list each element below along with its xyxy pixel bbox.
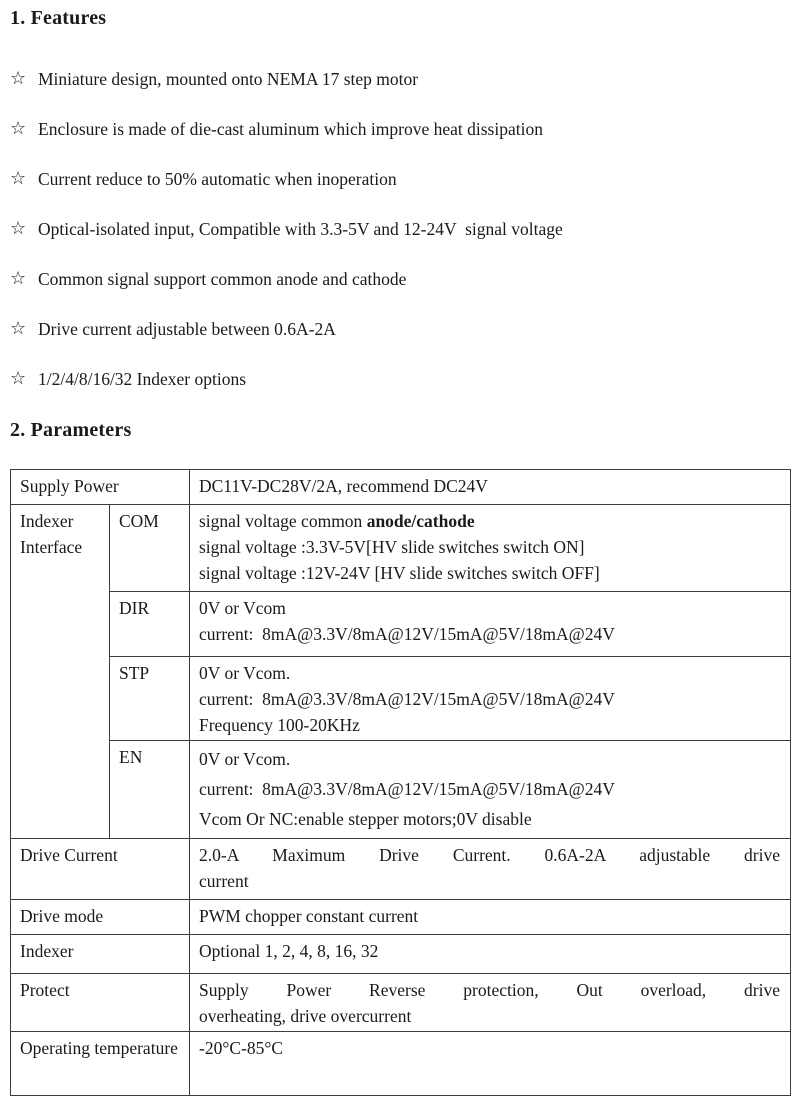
param-value-stp bbox=[190, 657, 791, 741]
param-sublabel-en: EN bbox=[110, 741, 190, 839]
param-sublabel-stp: STP bbox=[110, 657, 190, 741]
feature-item bbox=[10, 118, 790, 140]
table-row-indexer-interface-dir bbox=[11, 592, 791, 657]
param-label-indexer-interface: Indexer Interface bbox=[11, 505, 110, 839]
param-label-protect: Protect bbox=[11, 974, 190, 1032]
feature-text: Drive current adjustable between 0.6A-2A bbox=[38, 319, 336, 339]
param-value-indexer bbox=[190, 935, 791, 974]
param-value-en bbox=[190, 741, 791, 839]
table-row-drive-current bbox=[11, 839, 791, 900]
value-line: 2.0-A Maximum Drive Current. 0.6A-2A adjustable drive bbox=[199, 845, 780, 865]
value-line: current bbox=[199, 871, 249, 891]
table-row-indexer bbox=[11, 935, 791, 974]
param-label-operating-temperature: Operating temperature bbox=[11, 1032, 190, 1096]
value-line: Optional 1, 2, 4, 8, 16, 32 bbox=[199, 941, 379, 961]
feature-item bbox=[10, 318, 790, 340]
feature-text: Current reduce to 50% automatic when inoperation bbox=[38, 169, 397, 189]
feature-text: Optical-isolated input, Compatible with 3.3-5V and 12-24V signal voltage bbox=[38, 219, 563, 239]
value-line: Vcom Or NC:enable stepper motors;0V disable bbox=[199, 809, 532, 829]
value-line: 0V or Vcom. bbox=[199, 663, 291, 683]
feature-item bbox=[10, 268, 790, 290]
feature-item bbox=[10, 218, 790, 240]
com-line1-prefix: signal voltage common bbox=[199, 511, 367, 531]
star-bullet-icon: ☆ bbox=[10, 368, 27, 389]
feature-item bbox=[10, 168, 790, 190]
star-bullet-icon: ☆ bbox=[10, 168, 27, 189]
table-row-indexer-interface-stp bbox=[11, 657, 791, 741]
table-row-indexer-interface-com bbox=[11, 505, 791, 592]
param-value-operating-temperature bbox=[190, 1032, 791, 1096]
param-label-drive-mode: Drive mode bbox=[11, 900, 190, 935]
param-value-drive-mode bbox=[190, 900, 791, 935]
param-value-dir bbox=[190, 592, 791, 657]
star-bullet-icon: ☆ bbox=[10, 268, 27, 289]
value-line: 0V or Vcom bbox=[199, 598, 286, 618]
parameters-table bbox=[10, 469, 791, 1096]
feature-text: Enclosure is made of die-cast aluminum which improve heat dissipation bbox=[38, 119, 543, 139]
features-list bbox=[10, 68, 790, 390]
param-sublabel-dir: DIR bbox=[110, 592, 190, 657]
feature-item bbox=[10, 368, 790, 390]
value-line: overheating, drive overcurrent bbox=[199, 1006, 412, 1026]
param-value-com bbox=[190, 505, 791, 592]
table-row-protect bbox=[11, 974, 791, 1032]
table-row-operating-temperature bbox=[11, 1032, 791, 1096]
value-line: current: 8mA@3.3V/8mA@12V/15mA@5V/18mA@24V bbox=[199, 624, 615, 644]
value-line: Frequency 100-20KHz bbox=[199, 715, 360, 735]
value-line: PWM chopper constant current bbox=[199, 906, 419, 926]
star-bullet-icon: ☆ bbox=[10, 218, 27, 239]
value-line: current: 8mA@3.3V/8mA@12V/15mA@5V/18mA@24V bbox=[199, 779, 615, 799]
param-sublabel-com: COM bbox=[110, 505, 190, 592]
value-line: current: 8mA@3.3V/8mA@12V/15mA@5V/18mA@24V bbox=[199, 689, 615, 709]
value-line: signal voltage :3.3V-5V[HV slide switches switch ON] bbox=[199, 537, 585, 557]
table-row-indexer-interface-en bbox=[11, 741, 791, 839]
table-row-drive-mode bbox=[11, 900, 791, 935]
feature-item bbox=[10, 68, 790, 90]
parameters-heading: 2. Parameters bbox=[10, 419, 132, 441]
param-label-drive-current: Drive Current bbox=[11, 839, 190, 900]
param-value-drive-current bbox=[190, 839, 791, 900]
star-bullet-icon: ☆ bbox=[10, 68, 27, 89]
table-row-supply-power bbox=[11, 470, 791, 505]
star-bullet-icon: ☆ bbox=[10, 318, 27, 339]
value-line bbox=[199, 508, 780, 534]
value-line: Supply Power Reverse protection, Out overload, drive bbox=[199, 980, 780, 1000]
value-line: 0V or Vcom. bbox=[199, 749, 291, 769]
star-bullet-icon: ☆ bbox=[10, 118, 27, 139]
features-heading: 1. Features bbox=[10, 7, 107, 29]
param-label-supply-power: Supply Power bbox=[11, 470, 190, 505]
value-line: -20°C-85°C bbox=[199, 1038, 283, 1058]
com-line1-bold: anode/cathode bbox=[366, 511, 475, 531]
param-value-supply-power bbox=[190, 470, 791, 505]
feature-text: Common signal support common anode and cathode bbox=[38, 269, 407, 289]
value-line: DC11V-DC28V/2A, recommend DC24V bbox=[199, 476, 488, 496]
value-line: signal voltage :12V-24V [HV slide switches switch OFF] bbox=[199, 563, 600, 583]
param-label-indexer: Indexer bbox=[11, 935, 190, 974]
feature-text: 1/2/4/8/16/32 Indexer options bbox=[38, 369, 247, 389]
param-value-protect bbox=[190, 974, 791, 1032]
feature-text: Miniature design, mounted onto NEMA 17 step motor bbox=[38, 69, 419, 89]
